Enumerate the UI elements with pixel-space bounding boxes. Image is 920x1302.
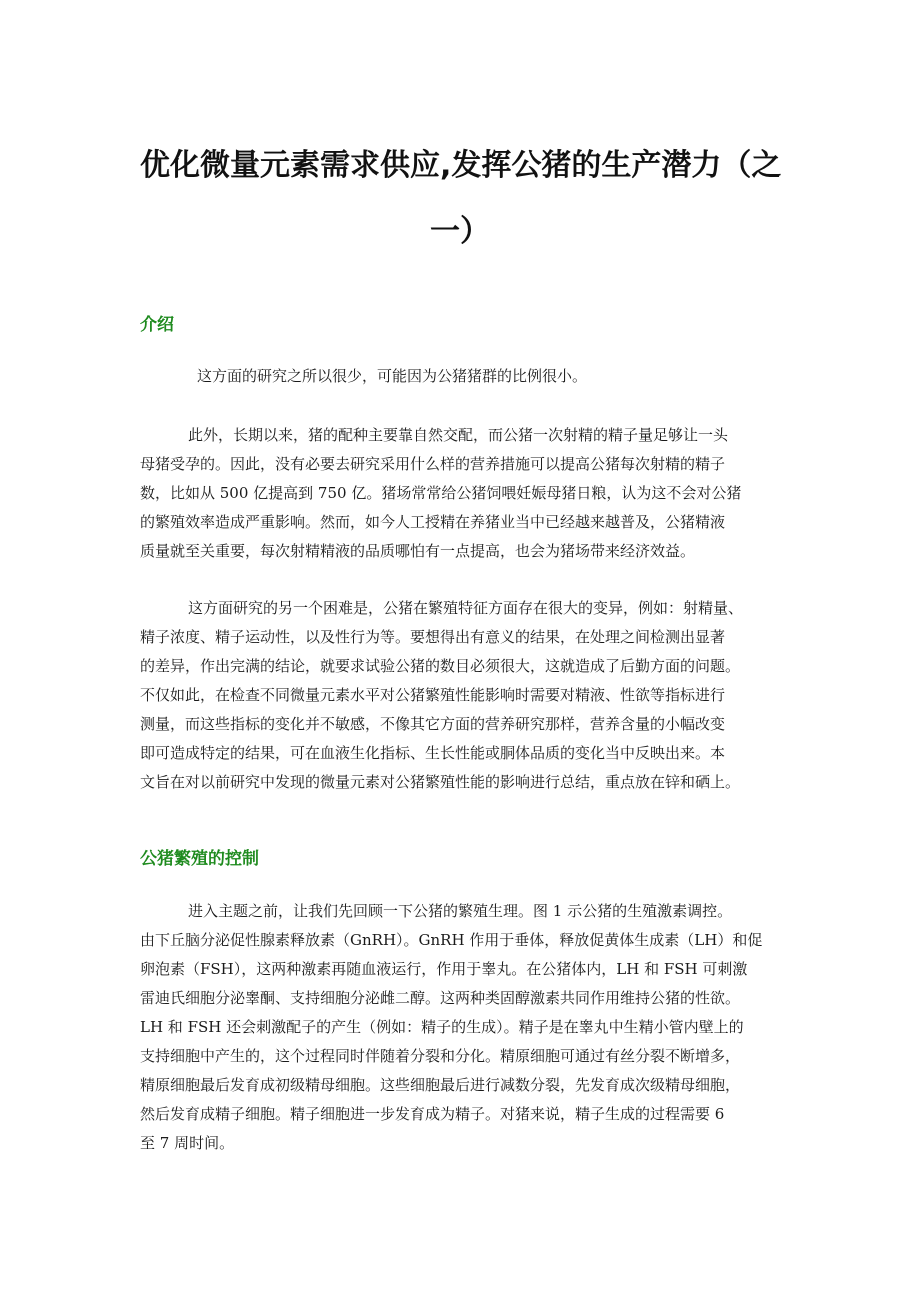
paragraph-line: 质量就至关重要，每次射精精液的品质哪怕有一点提高，也会为猪场带来经济效益。	[140, 542, 696, 560]
paragraph	[140, 421, 784, 566]
paragraph-line: 由下丘脑分泌促性腺素释放素（GnRH）。GnRH 作用于垂体，释放促黄体生成素（LH）和促	[140, 931, 763, 949]
paragraph-line: 此外，长期以来，猪的配种主要靠自然交配，而公猪一次射精的精子量足够让一头	[188, 426, 729, 444]
paragraph-line: 卵泡素（FSH），这两种激素再随血液运行，作用于睾丸。在公猪体内，LH 和 FSH 可刺激	[140, 960, 748, 978]
paragraph-line: 的繁殖效率造成严重影响。然而，如今人工授精在养猪业当中已经越来越普及，公猪精液	[140, 513, 726, 531]
page-title	[140, 133, 780, 265]
paragraph-line: 的差异，作出完满的结论，就要求试验公猪的数目必须很大，这就造成了后勤方面的问题。	[140, 657, 741, 675]
paragraph-line: 至 7 周时间。	[140, 1134, 235, 1152]
paragraph	[140, 594, 784, 797]
paragraph-line: 这方面研究的另一个困难是，公猪在繁殖特征方面存在很大的变异，例如：射精量、	[188, 599, 744, 617]
paragraph-line: 数，比如从 500 亿提高到 750 亿。猪场常常给公猪饲喂妊娠母猪日粮，认为这不会对公猪	[140, 484, 742, 502]
paragraph	[140, 897, 784, 1158]
title-line: 一）	[430, 214, 490, 249]
paragraph-line: 精原细胞最后发育成初级精母细胞。这些细胞最后进行减数分裂，先发育成次级精母细胞，	[140, 1076, 741, 1094]
paragraph-line: 进入主题之前，让我们先回顾一下公猪的繁殖生理。图 1 示公猪的生殖激素调控。	[188, 902, 733, 920]
paragraph-line: 不仅如此，在检查不同微量元素水平对公猪繁殖性能影响时需要对精液、性欲等指标进行	[140, 686, 726, 704]
section-heading-introduction: 介绍	[140, 315, 174, 335]
paragraph-line: 雷迪氏细胞分泌睾酮、支持细胞分泌雌二醇。这两种类固醇激素共同作用维持公猪的性欲。	[140, 989, 741, 1007]
paragraph-line: 即可造成特定的结果，可在血液生化指标、生长性能或胴体品质的变化当中反映出来。本	[140, 744, 726, 762]
paragraph-line: LH 和 FSH 还会刺激配子的产生（例如：精子的生成）。精子是在睾丸中生精小管内壁上的	[140, 1018, 744, 1036]
section-heading-boar-reproduction-control: 公猪繁殖的控制	[140, 849, 259, 869]
paragraph-line: 支持细胞中产生的，这个过程同时伴随着分裂和分化。精原细胞可通过有丝分裂不断增多，	[140, 1047, 741, 1065]
paragraph-line: 这方面的研究之所以很少，可能因为公猪猪群的比例很小。	[197, 367, 588, 385]
paragraph-line: 文旨在对以前研究中发现的微量元素对公猪繁殖性能的影响进行总结，重点放在锌和硒上。	[140, 773, 741, 791]
paragraph-line: 然后发育成精子细胞。精子细胞进一步发育成为精子。对猪来说，精子生成的过程需要 6	[140, 1105, 725, 1123]
paragraph	[140, 362, 784, 391]
paragraph-line: 母猪受孕的。因此，没有必要去研究采用什么样的营养措施可以提高公猪每次射精的精子	[140, 455, 726, 473]
paragraph-line: 测量，而这些指标的变化并不敏感，不像其它方面的营养研究那样，营养含量的小幅改变	[140, 715, 726, 733]
paragraph-line: 精子浓度、精子运动性，以及性行为等。要想得出有意义的结果，在处理之间检测出显著	[140, 628, 726, 646]
title-line: 优化微量元素需求供应,发挥公猪的生产潜力（之	[140, 148, 782, 183]
